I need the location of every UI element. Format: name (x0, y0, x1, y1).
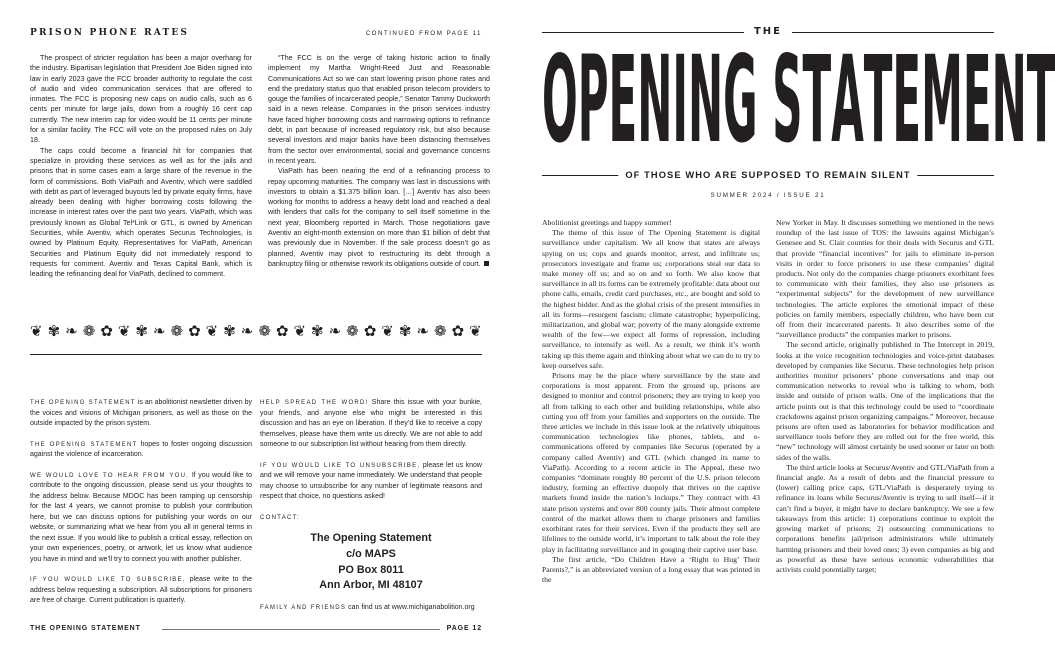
editorial-paragraph: Prisons may be the place where surveillance by the state and corporations is most apparent. From the ground up, prisons are designed to monitor and control prisoners; they are trying to keep you all from talking to each other and building relationships, while also cutting you off from your families and supporters on the outside. The three articles we include in this issue look at the relatively ubiquitous communication technologies like phones, tablets, and e-communications offered by companies like Securus (operated by a company called Aventiv) and GTL (which changed its name to ViaPath). According to a recent article in The Appeal, these two companies “dominate roughly 80 percent of the U.S. prison telecom industry, forming an effective duopoly that thrives on the captive markets found inside the nation’s lockups.” They contract with 43 state prison systems and over 800 county jails. Their almost complete control of the market allows them to charge prisoners and families exorbitant rates for their services. Even if the products they sell are lifelines to the outside world, it’s important to talk about the role they play in facilitating surveillance and in gouging their captive user base. (542, 371, 760, 554)
ornament-icon: ❧ (65, 322, 78, 340)
ornament-icon: ✿ (451, 322, 465, 340)
masthead-letter: N (688, 29, 724, 170)
info-paragraph (260, 398, 482, 451)
ornament-icon: ❁ (258, 322, 271, 340)
footer-rule (162, 629, 440, 630)
address-line: The Opening Statement (310, 532, 432, 544)
article-paragraph: “The FCC is on the verge of taking historic action to finally implement my Martha Wright-Reed Just and Reasonable Communications Act so we can start lowering prison phone rates and end the predatory status quo that enabled prison telecom providers to gouge the families of incarcerated people,” Senator Tammy Duckworth said in a news release. Companies in the prison services industry have faced higher borrowing costs and narrowing options to refinance debt, in part because of increased regulatory risk, but also because several investors and major banks have been distancing themselves from the sector over environmental, social and governance concerns in recent years. (268, 54, 490, 165)
contact-label-line (260, 513, 482, 524)
info-text: Share this issue with your bunkie, your friends, and anyone else who might be interested in this discussion and has an eye on liberation. If they’d like to receive a copy themselves, please have them write us directly. We are not able to add someone to our subscription list without hearing from them directly. (260, 399, 482, 448)
ornament-icon: ❁ (170, 322, 184, 340)
info-paragraph (30, 398, 252, 430)
info-paragraph (30, 575, 252, 607)
editorial-paragraph: New Yorker in May. It discusses something we mentioned in the news roundup of the last issue of TOS: the lawsuits against Michigan’s Genesee and St. Clair counties for their deals with Securus and GTL that provide “financial incentives” for jails to eliminate in-person visits in order to force prisoners to use these companies’ digital products. Not only do the companies charge prisoners exorbitant fees to communicate with their families, they also use prisoners as “experimental subjects” for the development of new surveillance technologies. The article explores the emotional impact of these policies on family members, especially children, who have been cut off from their incarcerated parents. It also describes some of the “surveillance products” the companies market to prisons. (776, 218, 994, 340)
info-paragraph (260, 603, 482, 614)
info-text: please write to the address below requesting a subscription. All subscriptions for prisoners are free of charge. Current publication is quarterly. (30, 576, 252, 604)
ornament-icon: ❦ (205, 322, 219, 340)
info-paragraph (30, 440, 252, 461)
editorial-paragraph: The first article, “Do Children Have a ‘Right to Hug’ Their Parents?,” is an abbreviated version of a long essay that was printed in the (542, 554, 760, 585)
ornament-icon: ✿ (100, 322, 113, 340)
ornament-icon: ❧ (416, 322, 429, 340)
masthead-letter: T (802, 29, 832, 170)
editorial-paragraph: The second article, originally published in The Intercept in 2019, looks at the voice recognition technologies and voice-print databases developed by companies like Securus. These technologies help prison authorities monitor prisoners’ phone conversations and map out communication networks to reveal who is talking to whom, both inside and outside of prison walls. One of the implications that the article points out is that this technology could be used to “coordinate crackdowns against prison organizing campaigns.” Moreover, because prisons are often used as laboratories for behavior modification and surveillance tools before they are rolled out for the free world, this “new” technology will almost certainly be used sooner or later on both sides of the walls. (776, 340, 994, 462)
ornament-icon: ❧ (328, 322, 342, 340)
page-number: PAGE 12 (446, 625, 482, 632)
article-paragraph-text: ViaPath has been nearing the end of a refinancing process to repay upcoming maturities. The company was last in discussions with investors to obtain a $1.375 billion loan. […] Aventiv has also been working for months to address a heavy debt load and reached a deal with lenders that calls for the company to sell itself sometime in the next year, Bloomberg reported in March. Those negotiations gave Aventiv an eight-month extension on more than $1 billion of debt that was previously due in November. If the sale process doesn’t go as planned, Aventiv may pivot to restructuring its debt through a bankruptcy filing or otherwise rework its obligations outside of court. (268, 167, 490, 268)
issue-line: SUMMER 2024 / ISSUE 21 (710, 192, 826, 199)
editorial-column-2 (776, 218, 994, 575)
editorial-paragraph: The third article looks at Securus/Aventiv and GTL/ViaPath from a financial angle. As a result of debts and the financial pressure to (lower) calling price caps, GTL/ViaPath is desperately trying to refinance its loans while Securus/Aventiv is trying to sell itself—if it can’t find a buyer, it might have to declare bankruptcy. We see a few takeaways from this article: 1) corporations continue to exploit the growing market of prisons; 2) outsourcing communications to corporations benefits jail/prison administrators while ultimately harming prisoners and their loved ones; 3) even companies as big and as powerful as these have serious economic vulnerabilities that activists could potentially target; (776, 462, 994, 574)
article-paragraph: The prospect of stricter regulation has been a major overhang for the industry. Bipartisan legislation that President Joe Biden signed into law in early 2023 gave the FCC broader authority to regulate the cost of audio and video communication services that are offered to inmates. The FCC is proposing new caps on audio calls, such as 6 cents per minute for large jails, down from a roughly 16 cent cap currently. The new interim cap for video would be 11 cents per minute for a similar facility. The FCC will vote on the proposed rules on July 18. (30, 54, 252, 145)
ornament-icon: ❁ (346, 322, 359, 340)
right-page (512, 0, 1055, 663)
address-line: Ann Arbor, MI 48107 (319, 579, 423, 592)
ornament-icon: ❁ (82, 322, 96, 340)
info-caption: THE OPENING STATEMENT (30, 441, 138, 448)
info-text: is an abolitionist newsletter driven by the voices and visions of Michigan prisoners, as well as those on the outside impacted by the prison system. (30, 399, 252, 427)
masthead-subtitle (542, 170, 994, 182)
ornament-icon: ✾ (135, 322, 148, 340)
masthead-the-text: THE (744, 26, 792, 37)
info-text: hopes to foster ongoing discussion against the violence of incarceration. (30, 440, 252, 458)
ornament-icon: ✿ (188, 322, 201, 340)
masthead-letter: M (921, 29, 963, 170)
info-paragraph (30, 471, 252, 566)
masthead-letter: S (772, 29, 803, 170)
footer-publication: THE OPENING STATEMENT (30, 625, 141, 632)
masthead-letter: N (991, 29, 1027, 170)
info-paragraph (260, 461, 482, 503)
ornament-icon: ❧ (152, 322, 166, 340)
info-text: If you would like to contribute to the ongoing discussion, please send us your thoughts to the address below. Because MDOC has been ramping up censorship for the last 4 years, we cannot promise to publish your contribution here, but we can discuss options for publishing your words on our website, or summarizing what we hear from you all in general terms in the next issue. If you would like to publish a critical essay, reflection on your own experiences, poetry, or artwork, let us know what audience you have in mind and we’ll try to connect you with another publisher. (30, 471, 252, 563)
left-header (30, 28, 482, 42)
website-text: can find us at www.michiganabolition.org (346, 604, 475, 612)
info-caption: IF YOU WOULD LIKE TO UNSUBSCRIBE, (260, 462, 421, 469)
info-caption: IF YOU WOULD LIKE TO SUBSCRIBE, (30, 577, 186, 583)
ornament-icon: ✿ (363, 322, 377, 340)
masthead-letter: T (1026, 29, 1055, 170)
left-footer (30, 625, 482, 635)
ornament-icon: ❦ (117, 322, 131, 340)
editorial-column-1 (542, 218, 760, 585)
article-paragraph: The caps could become a financial hit for companies that specialize in providing these services as well as for the jails and prisons that in some cases earn a large share of the revenue in the form of commissions. Both ViaPath and Aventiv, which were saddled with debt as part of leveraged buyouts led by private equity firms, have already been dealing with higher borrowing costs following the increase in interest rates over the past two years. ViaPath, which was previously known as Global Tel*Link or GTL, is owned by American Securities, while Aventiv, which operates Securus Technologies, is owned by Platinum Equity. Representatives for ViaPath, American Securities and Platinum Equity did not immediately respond to requests for comment. Aventiv and Texas Capital Bank, which is leading the refinancing deal for ViaPath, declined to comment. (30, 146, 252, 279)
ornament-icon: ✿ (275, 322, 289, 340)
info-column-1 (30, 398, 252, 617)
ornament-icon: ❦ (293, 322, 307, 340)
article-column-1 (30, 53, 252, 280)
ornament-icon: ❁ (433, 322, 447, 340)
masthead-letter: T (863, 29, 893, 170)
masthead-letter: I (672, 29, 689, 170)
ornament-icon: ✾ (223, 322, 236, 340)
section-divider (30, 354, 482, 355)
ornament-icon: ❧ (240, 322, 254, 340)
info-text: please let us know and we will remove your name immediately. We understand that people may choose to unsubscribe for any number of legitimate reasons and respect that choice, no questions asked! (260, 461, 482, 500)
info-caption: FAMILY AND FRIENDS (260, 605, 347, 612)
info-caption: HELP SPREAD THE WORD! (260, 400, 369, 406)
masthead-letter: E (892, 29, 922, 170)
masthead-letter: P (577, 29, 609, 170)
left-page (0, 0, 512, 663)
masthead-letter: G (723, 29, 758, 170)
address-line: c/o MAPS (346, 547, 396, 560)
editorial-paragraph: The theme of this issue of The Opening Statement is digital surveillance under capitalism. We all know that states are always spying on us; cops and guards monitor, arrest, and infiltrate us; prosecutors investigate and frame us; corporations steal our data to make money off us; and so on and so forth. We also know that surveillance in all its forms can be extremely profitable: data about our phone calls, emails, credit card purchases, etc., are bought and sold to the highest bidder. And as the global crisis of the present intensifies in all its forms—resurgent fascism; climate catastrophe; hyperpolicing, militarization, and global war; poverty of the many alongside extreme wealth of the few—we expect all forms of repression, including surveillance, to intensify as well. As a result, we think it’s worth taking up this theme again and thinking about what we can do to try to keep ourselves safe. (542, 228, 760, 370)
masthead-subtitle-text: OF THOSE WHO ARE SUPPOSED TO REMAIN SILENT (618, 170, 917, 180)
article-paragraph (268, 166, 490, 269)
article-column-2 (268, 53, 490, 269)
masthead-letter: E (962, 29, 992, 170)
ornament-icon: ✾ (311, 322, 324, 340)
ornament-icon: ✾ (398, 322, 412, 340)
ornament-icon: ❦ (381, 322, 394, 340)
info-caption: THE OPENING STATEMENT (30, 400, 136, 406)
info-column-2 (260, 398, 482, 624)
masthead-letter: O (542, 29, 578, 170)
continued-from: CONTINUED FROM PAGE 11 (365, 30, 482, 37)
mailing-address (260, 531, 482, 594)
info-caption: WE WOULD LOVE TO HEAR FROM YOU. (30, 472, 190, 479)
masthead-letter: A (831, 29, 864, 170)
section-kicker: PRISON PHONE RATES (30, 28, 190, 38)
address-line: PO Box 8011 (338, 563, 404, 576)
end-mark-icon (484, 261, 489, 266)
ornament-icon: ✾ (47, 322, 61, 340)
contact-label: CONTACT: (260, 514, 300, 521)
masthead-letter: E (608, 29, 638, 170)
ornament-row (30, 322, 482, 342)
ornament-icon: ❦ (30, 322, 43, 340)
editorial-paragraph: Abolitionist greetings and happy summer! (542, 218, 672, 227)
masthead-letter: N (637, 29, 673, 170)
ornament-icon: ❦ (469, 322, 482, 340)
